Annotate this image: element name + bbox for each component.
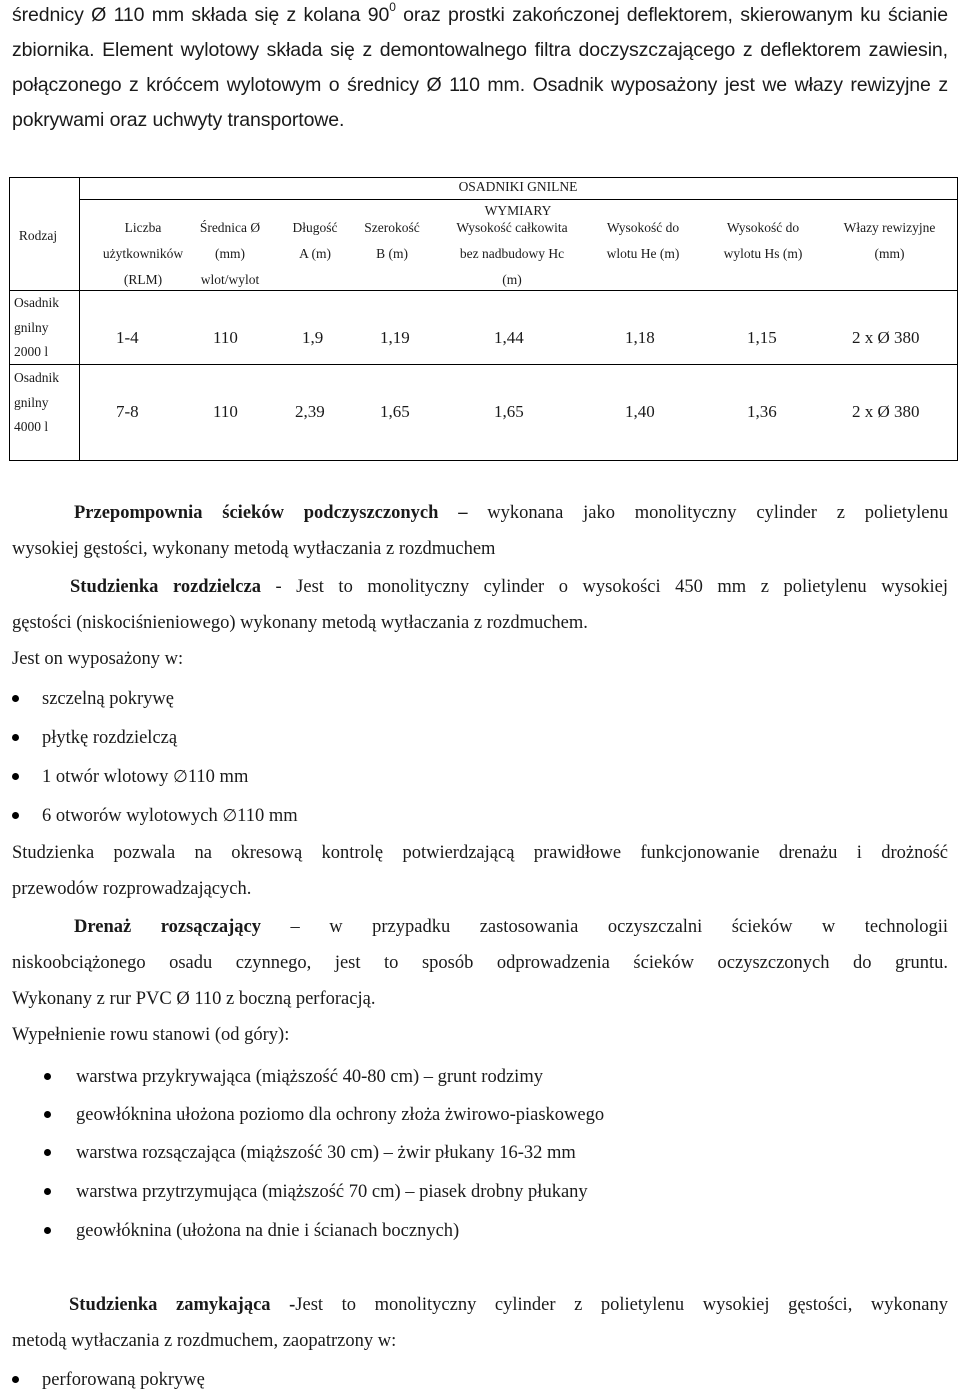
studzienka-rozdzielcza-paragraph bbox=[12, 569, 948, 677]
header-wlazy-2: (mm) bbox=[874, 246, 905, 261]
table-cell: 1,44 bbox=[494, 328, 524, 347]
row-label-2: Osadnik gnilny 4000 l bbox=[14, 370, 59, 434]
table-group-header: WYMIARY bbox=[484, 203, 552, 218]
header-dlugosc-2: A (m) bbox=[299, 246, 331, 261]
table-cell: 1,19 bbox=[380, 328, 410, 347]
list-item: 1 otwór wlotowy ∅110 mm bbox=[42, 767, 249, 787]
table-cell: 1,65 bbox=[380, 402, 410, 421]
row-label-1: Osadnik gnilny 2000 l bbox=[14, 295, 59, 359]
rozdz-line-3: Jest on wyposażony w: bbox=[12, 649, 184, 669]
header-srednica-1: Średnica Ø bbox=[199, 220, 261, 235]
header-wys-wlot-2: wlotu He (m) bbox=[606, 246, 680, 261]
intro-line-1: średnicy Ø 110 mm składa się z kolana $90^0$ oraz prostki zakończonej deflektorem, skierowanym ku ścianie bbox=[12, 0, 948, 26]
rozdz-after-line-1: Studzienka pozwala na okresową kontrolę potwierdzającą prawidłowe funkcjonowanie drenażu i drożność bbox=[12, 843, 948, 863]
table-cell: 2 x Ø 380 bbox=[852, 402, 920, 421]
header-liczba-1: Liczba bbox=[124, 220, 162, 235]
list-item: warstwa rozsączająca (miąższość 30 cm) – żwir płukany 16-32 mm bbox=[76, 1143, 576, 1163]
list-item: szczelną pokrywę bbox=[42, 689, 175, 709]
bullet-icon bbox=[12, 695, 19, 702]
table-cell: 1,36 bbox=[747, 402, 777, 421]
bullet-icon bbox=[44, 1188, 51, 1195]
przepompownia-line-2: wysokiej gęstości, wykonany metodą wytłaczania z rozdmuchem bbox=[12, 539, 496, 559]
header-srednica-2: (mm) bbox=[215, 246, 245, 261]
diameter-icon: ∅ bbox=[173, 767, 188, 787]
intro-line-3: połączonego z króćcem wylotowym o średnicy Ø 110 mm. Osadnik wyposażony jest we włazy rewizyjne z bbox=[12, 74, 948, 96]
list-item: warstwa przytrzymująca (miąższość 70 cm) – piasek drobny płukany bbox=[76, 1182, 588, 1202]
table-title: OSADNIKI GNILNE bbox=[458, 179, 578, 194]
list-item: geowłóknina ułożona poziomo dla ochrony złoża żwirowo-piaskowego bbox=[76, 1105, 605, 1125]
bullet-icon bbox=[44, 1149, 51, 1156]
table-cell: 110 bbox=[213, 402, 238, 421]
zamyk-line-2: metodą wytłaczania z rozdmuchem, zaopatrzony w: bbox=[12, 1331, 397, 1351]
rozdz-after-paragraph bbox=[12, 835, 948, 907]
header-wys-calk-2: bez nadbudowy Hc bbox=[459, 246, 565, 261]
studzienka-zamykajaca-paragraph bbox=[12, 1287, 948, 1359]
intro-line-2: zbiornika. Element wylotowy składa się z demontowalnego filtra doczyszczającego z deflektorem zawiesin, bbox=[12, 39, 948, 61]
drenaz-paragraph bbox=[12, 909, 948, 1053]
bullet-icon bbox=[12, 1376, 19, 1383]
bullet-icon bbox=[12, 773, 19, 780]
table-cell: 1,9 bbox=[302, 328, 324, 347]
table-cell: 2,39 bbox=[295, 402, 325, 421]
rozdz-line-1: Studzienka rozdzielcza - Jest to monolityczny cylinder o wysokości 450 mm z polietylenu wysokiej bbox=[70, 577, 949, 597]
bullet-icon bbox=[12, 812, 19, 819]
przepompownia-line-1: Przepompownia ścieków podczyszczonych – wykonana jako monolityczny cylinder z polietylenu bbox=[74, 503, 949, 523]
header-wys-calk-1: Wysokość całkowita bbox=[456, 220, 568, 235]
header-liczba-3: (RLM) bbox=[123, 272, 163, 287]
bullet-icon bbox=[44, 1111, 51, 1118]
header-wys-calk-3: (m) bbox=[502, 272, 522, 287]
table-cell: 1-4 bbox=[116, 328, 139, 347]
list-item: perforowaną pokrywę bbox=[42, 1370, 205, 1390]
table-cell: 1,65 bbox=[494, 402, 524, 421]
header-dlugosc-1: Długość bbox=[292, 220, 338, 235]
drenaz-line-4: Wypełnienie rowu stanowi (od góry): bbox=[12, 1025, 290, 1045]
diameter-icon: ∅ bbox=[222, 806, 238, 826]
table-cell: 2 x Ø 380 bbox=[852, 328, 920, 347]
list-item: geowłóknina (ułożona na dnie i ścianach bocznych) bbox=[76, 1221, 460, 1241]
header-wys-wylot-1: Wysokość do bbox=[726, 220, 800, 235]
list-item: płytkę rozdzielczą bbox=[42, 728, 178, 748]
table-cell: 1,18 bbox=[625, 328, 655, 347]
header-wys-wlot-1: Wysokość do bbox=[606, 220, 680, 235]
przepompownia-paragraph bbox=[12, 495, 948, 567]
intro-line-4: pokrywami oraz uchwyty transportowe. bbox=[12, 109, 345, 131]
intro-paragraph bbox=[12, 0, 948, 138]
table-divider bbox=[10, 364, 957, 365]
header-rodzaj: Rodzaj bbox=[18, 228, 58, 243]
bullet-icon bbox=[12, 734, 19, 741]
rozdz-line-2: gęstości (niskociśnieniowego) wykonany metodą wytłaczania z rozdmuchem. bbox=[12, 613, 588, 633]
drenaz-line-1: Drenaż rozsączający – w przypadku zastosowania oczyszczalni ścieków w technologii bbox=[74, 917, 948, 937]
drenaz-line-2: niskoobciążonego osadu czynnego, jest to sposób odprowadzenia ścieków oczyszczonych do gruntu. bbox=[12, 953, 948, 973]
zamyk-line-1: Studzienka zamykająca -Jest to monolityczny cylinder z polietylenu wysokiej gęstości, wykonany bbox=[69, 1295, 948, 1315]
list-item: 6 otworów wylotowych ∅110 mm bbox=[42, 806, 298, 826]
header-srednica-3: wlot/wylot bbox=[200, 272, 260, 287]
header-wlazy-1: Włazy rewizyjne bbox=[843, 220, 936, 235]
rozdz-after-line-2: przewodów rozprowadzających. bbox=[12, 879, 252, 899]
header-liczba-2: użytkowników bbox=[102, 246, 184, 261]
table-cell: 1,40 bbox=[625, 402, 655, 421]
osadniki-table bbox=[9, 177, 958, 461]
drenaz-line-3: Wykonany z rur PVC Ø 110 z boczną perforacją. bbox=[12, 989, 376, 1009]
bullet-icon bbox=[44, 1073, 51, 1080]
list-item: warstwa przykrywająca (miąższość 40-80 cm) – grunt rodzimy bbox=[76, 1067, 543, 1087]
table-cell: 7-8 bbox=[116, 402, 139, 421]
header-szerokosc-1: Szerokość bbox=[364, 220, 420, 235]
table-cell: 1,15 bbox=[747, 328, 777, 347]
bullet-icon bbox=[44, 1227, 51, 1234]
header-wys-wylot-2: wylotu Hs (m) bbox=[723, 246, 803, 261]
table-cell: 110 bbox=[213, 328, 238, 347]
header-szerokosc-2: B (m) bbox=[376, 246, 408, 261]
